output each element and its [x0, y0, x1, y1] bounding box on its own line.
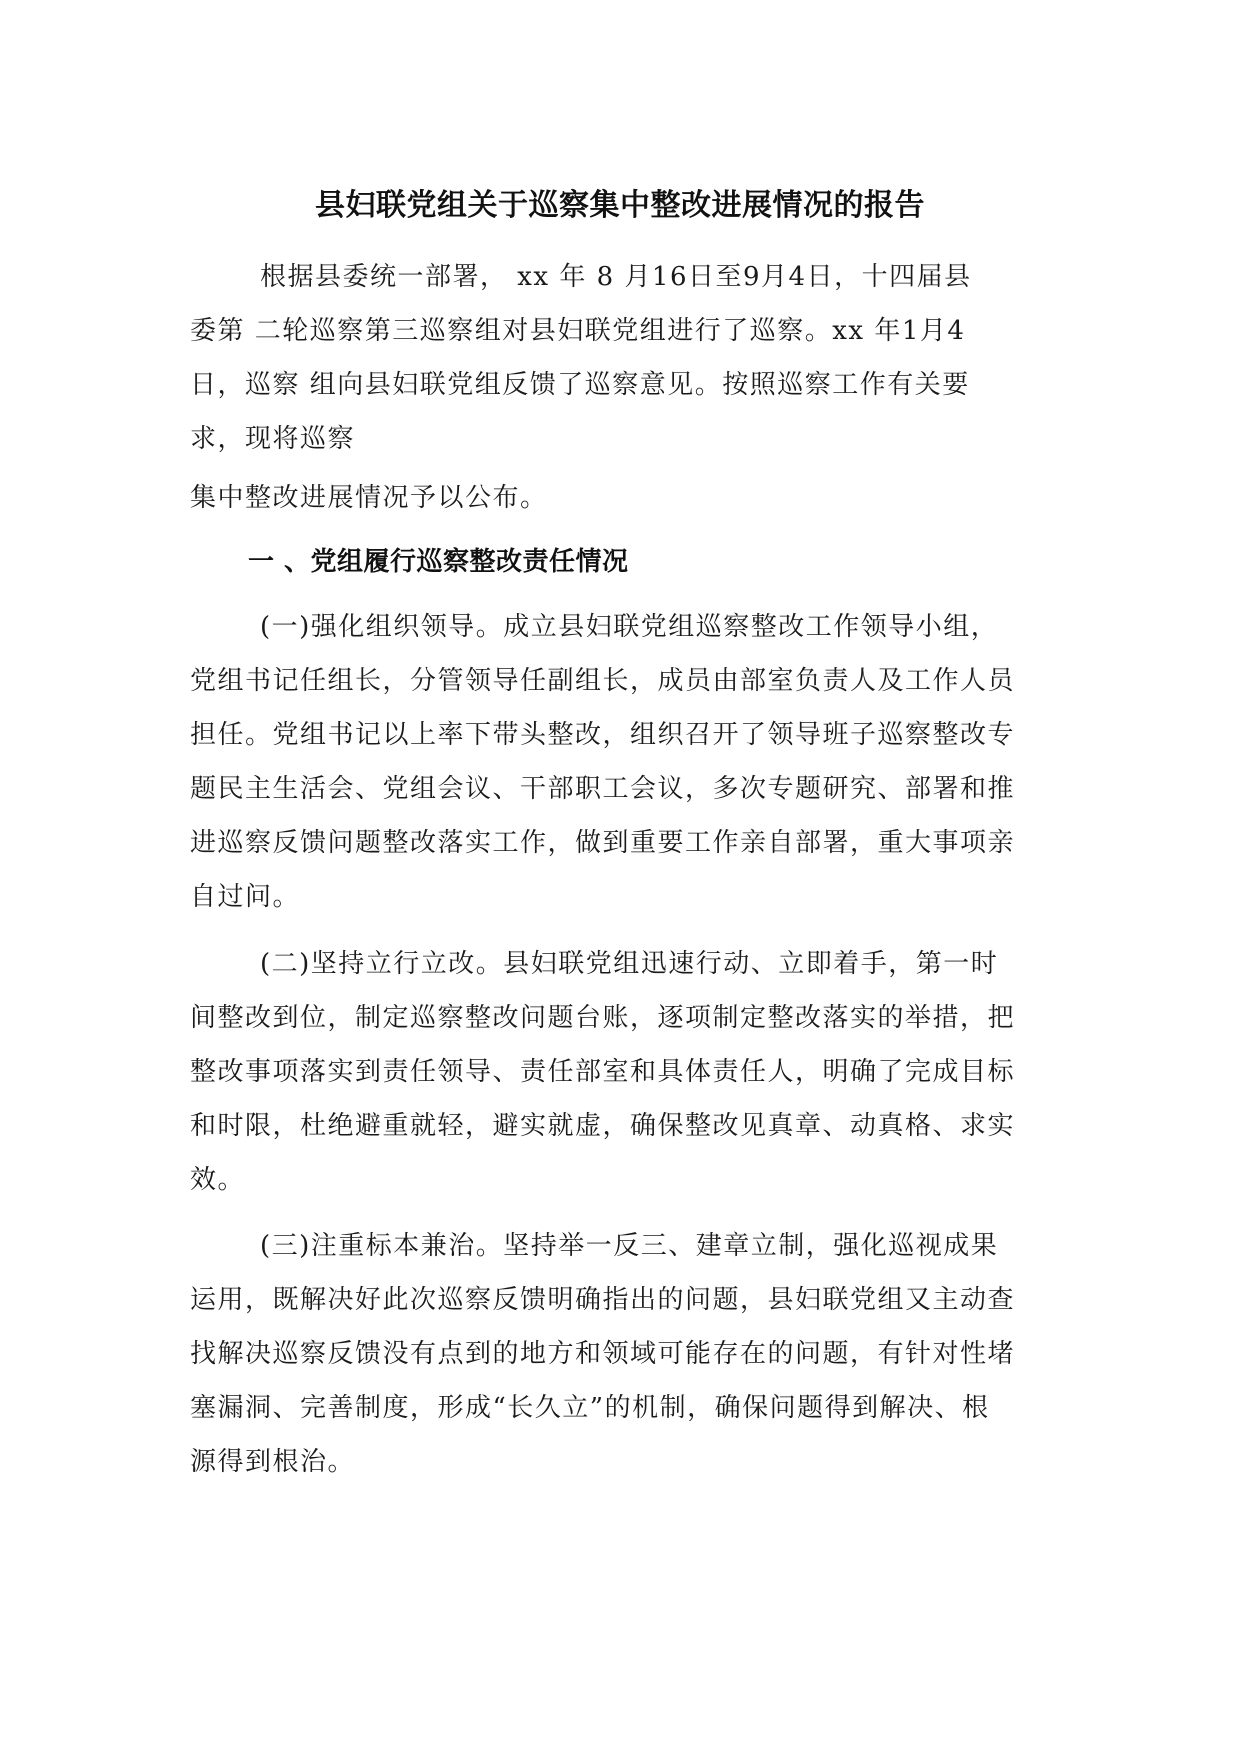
paragraph-line: 间整改到位，制定巡察整改问题台账，逐项制定整改落实的举措，把	[190, 1003, 1016, 1033]
paragraph-strengthen-leadership	[190, 600, 1052, 924]
paragraph-line: (一)强化组织领导。成立县妇联党组巡察整改工作领导小组，	[260, 612, 999, 642]
paragraph-line: 运用，既解决好此次巡察反馈明确指出的问题，县妇联党组又主动查	[190, 1285, 1016, 1315]
paragraph-line: 党组书记任组长，分管领导任副组长，成员由部室负责人及工作人员	[190, 666, 1016, 696]
paragraph-line: 和时限，杜绝避重就轻，避实就虚，确保整改见真章、动真格、求实	[190, 1111, 1016, 1141]
intro-tail-line: 集中整改进展情况予以公布。	[190, 483, 548, 513]
intro-line: 日，巡察 组向县妇联党组反馈了巡察意见。按照巡察工作有关要	[190, 370, 970, 400]
paragraph-line: 塞漏洞、完善制度，形成“长久立”的机制，确保问题得到解决、根	[190, 1393, 990, 1423]
paragraph-immediate-rectification	[190, 937, 1052, 1207]
report-title: 县妇联党组关于巡察集中整改进展情况的报告	[315, 188, 925, 223]
paragraph-line: 源得到根治。	[190, 1447, 356, 1477]
section-heading: 一 、党组履行巡察整改责任情况	[248, 547, 629, 577]
paragraph-line: (三)注重标本兼治。坚持举一反三、建章立制，强化巡视成果	[260, 1231, 999, 1261]
intro-paragraph	[190, 250, 1052, 466]
paragraph-line: (二)坚持立行立改。县妇联党组迅速行动、立即着手，第一时	[260, 949, 999, 979]
paragraph-line: 找解决巡察反馈没有点到的地方和领域可能存在的问题，有针对性堵	[190, 1339, 1016, 1369]
paragraph-line: 自过问。	[190, 882, 301, 912]
intro-line: 根据县委统一部署， xx 年 8 月16日至9月4日，十四届县	[260, 262, 972, 292]
intro-line: 委第 二轮巡察第三巡察组对县妇联党组进行了巡察。xx 年1月4	[190, 316, 966, 346]
paragraph-line: 题民主生活会、党组会议、干部职工会议，多次专题研究、部署和推	[190, 774, 1016, 804]
paragraph-line: 担任。党组书记以上率下带头整改，组织召开了领导班子巡察整改专	[190, 720, 1016, 750]
paragraph-root-causes	[190, 1219, 1052, 1489]
paragraph-line: 进巡察反馈问题整改落实工作，做到重要工作亲自部署，重大事项亲	[190, 828, 1016, 858]
paragraph-line: 整改事项落实到责任领导、责任部室和具体责任人，明确了完成目标	[190, 1057, 1016, 1087]
intro-line: 求，现将巡察	[190, 424, 356, 454]
paragraph-line: 效。	[190, 1165, 246, 1195]
